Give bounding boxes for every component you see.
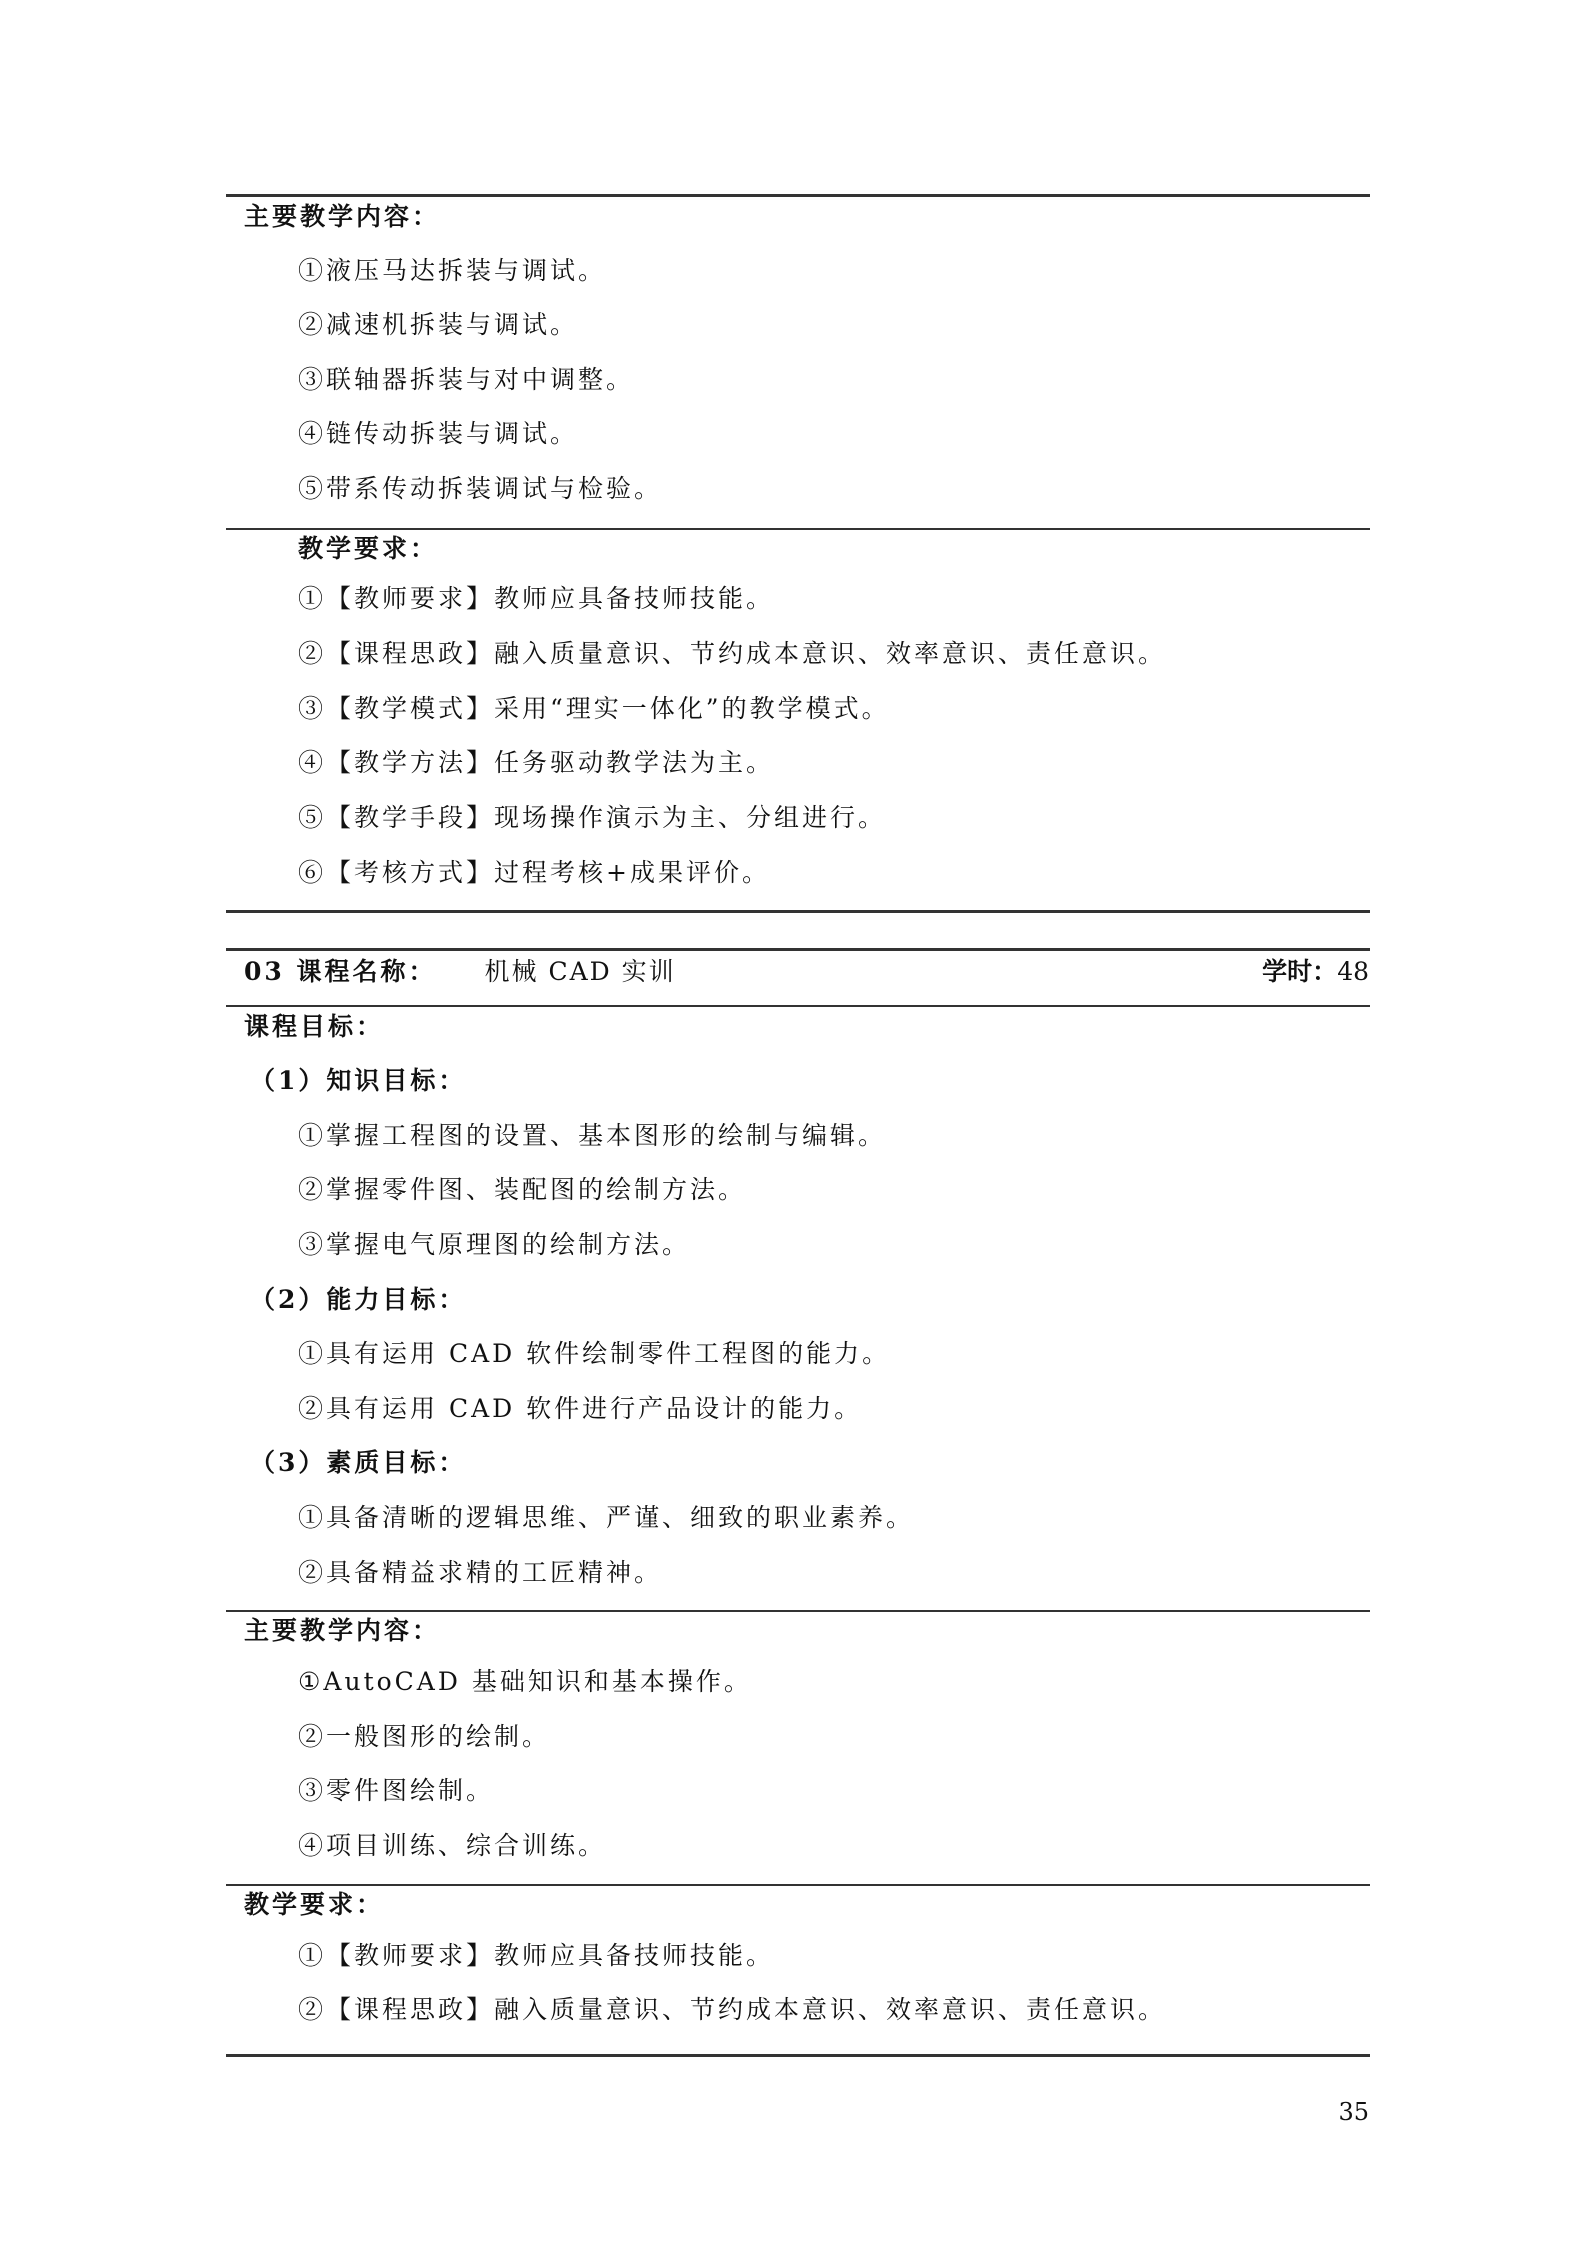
list-item: ②掌握零件图、装配图的绘制方法。 [298, 1175, 747, 1204]
row-divider [226, 1610, 1370, 1612]
hours-value: 48 [1337, 957, 1369, 986]
list-item: ①【教师要求】教师应具备技师技能。 [298, 584, 775, 613]
content-heading: 主要教学内容： [244, 1616, 441, 1645]
requirements-heading: 教学要求： [298, 534, 439, 563]
list-item: ①AutoCAD 基础知识和基本操作。 [298, 1667, 752, 1696]
course-title-row [244, 955, 676, 989]
knowledge-heading: （1）知识目标： [250, 1066, 467, 1095]
row-divider [226, 528, 1370, 530]
list-item: ④链传动拆装与调试。 [298, 419, 579, 448]
course-name: 机械 CAD 实训 [484, 957, 676, 986]
row-divider [226, 1005, 1370, 1007]
course-hours [1262, 955, 1369, 989]
list-item: ①【教师要求】教师应具备技师技能。 [298, 1941, 775, 1970]
list-item: ③零件图绘制。 [298, 1776, 495, 1805]
requirements-heading: 教学要求： [244, 1890, 385, 1919]
list-item: ⑤带系传动拆装调试与检验。 [298, 474, 663, 503]
list-item: ①具备清晰的逻辑思维、严谨、细致的职业素养。 [298, 1503, 915, 1532]
table-bottom-rule [226, 2054, 1370, 2057]
list-item: ④项目训练、综合训练。 [298, 1831, 607, 1860]
content-heading: 主要教学内容： [244, 202, 441, 231]
list-item: ②【课程思政】融入质量意识、节约成本意识、效率意识、责任意识。 [298, 639, 1167, 668]
hours-label: 学时： [1262, 957, 1338, 986]
table-top-rule [226, 194, 1370, 197]
list-item: ①液压马达拆装与调试。 [298, 256, 607, 285]
list-item: ②具有运用 CAD 软件进行产品设计的能力。 [298, 1394, 863, 1423]
list-item: ②具备精益求精的工匠精神。 [298, 1558, 663, 1587]
list-item: ②【课程思政】融入质量意识、节约成本意识、效率意识、责任意识。 [298, 1995, 1167, 2024]
ability-heading: （2）能力目标： [250, 1285, 467, 1314]
list-item: ⑥【考核方式】过程考核+成果评价。 [298, 858, 770, 887]
list-item: ③联轴器拆装与对中调整。 [298, 365, 635, 394]
list-item: ⑤【教学手段】现场操作演示为主、分组进行。 [298, 803, 887, 832]
list-item: ②一般图形的绘制。 [298, 1722, 551, 1751]
table-top-rule [226, 948, 1370, 951]
list-item: ③掌握电气原理图的绘制方法。 [298, 1230, 691, 1259]
page-number: 35 [1338, 2098, 1369, 2126]
list-item: ②减速机拆装与调试。 [298, 310, 579, 339]
list-item: ③【教学模式】采用“理实一体化”的教学模式。 [298, 694, 890, 723]
course-label: 03 课程名称： [244, 957, 437, 986]
objectives-heading: 课程目标： [244, 1012, 385, 1041]
row-divider [226, 1884, 1370, 1886]
list-item: ④【教学方法】任务驱动教学法为主。 [298, 748, 775, 777]
table-bottom-rule [226, 910, 1370, 913]
list-item: ①具有运用 CAD 软件绘制零件工程图的能力。 [298, 1339, 891, 1368]
quality-heading: （3）素质目标： [250, 1448, 467, 1477]
list-item: ①掌握工程图的设置、基本图形的绘制与编辑。 [298, 1121, 887, 1150]
